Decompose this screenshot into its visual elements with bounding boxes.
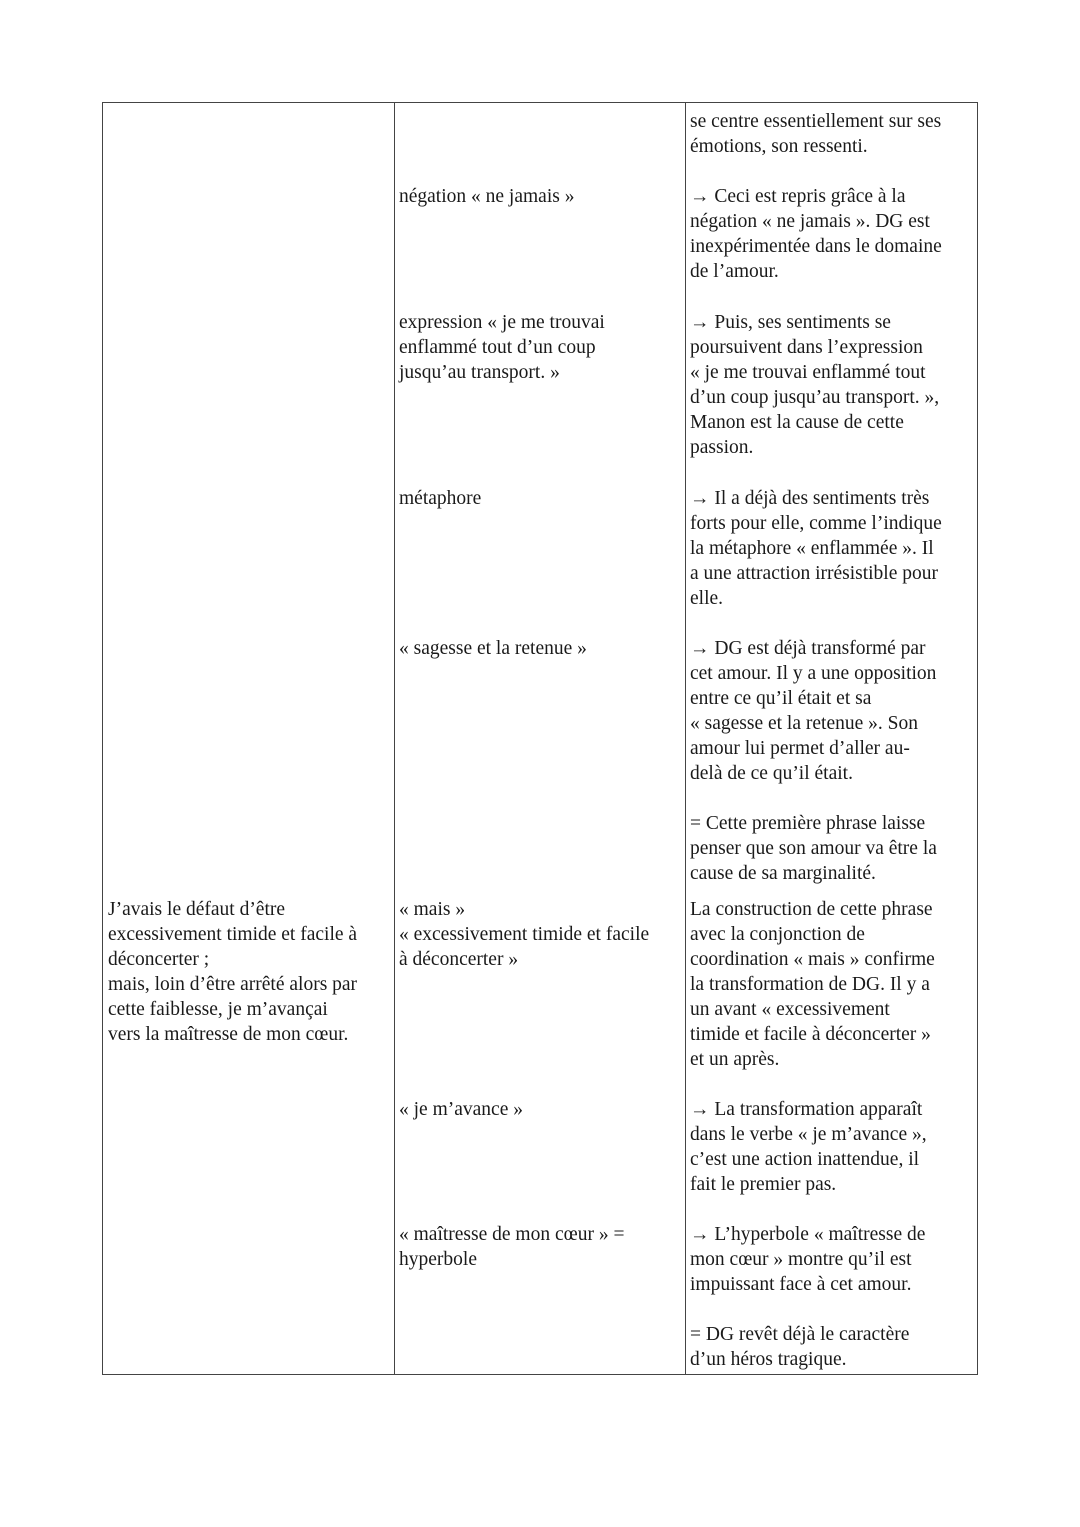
device-label: expression « je me trouvai enflammé tout d’un coup jusqu’au transport. »	[399, 312, 605, 383]
column-divider	[685, 103, 686, 1374]
device-label: « sagesse et la retenue »	[399, 638, 587, 659]
quote-text: J’avais le défaut d’être excessivement timide et facile à déconcerter ; mais, loin d’être arrêté alors par cette faiblesse, je m’avançai vers la maîtresse de mon cœur.	[108, 899, 358, 1045]
device-label: « mais » « excessivement timide et facile à déconcerter »	[399, 899, 650, 970]
interpretation-text: → Ceci est repris grâce à la négation « ne jamais ». DG est inexpérimentée dans le domaine de l’amour.	[690, 186, 942, 282]
device-label: négation « ne jamais »	[399, 186, 575, 207]
interpretation-text: → DG est déjà transformé par cet amour. Il y a une opposition entre ce qu’il était et sa « sagesse et la retenue ». Son amour lui permet d’aller au- delà de ce qu’il était.	[690, 638, 937, 784]
interpretation-text: = Cette première phrase laisse penser que son amour va être la cause de sa marginalité.	[690, 813, 937, 884]
analysis-table	[102, 102, 978, 1375]
interpretation-text: se centre essentiellement sur ses émotions, son ressenti.	[690, 111, 942, 157]
interpretation-text: → L’hyperbole « maîtresse de mon cœur » montre qu’il est impuissant face à cet amour.	[690, 1224, 926, 1295]
column-divider	[394, 103, 395, 1374]
interpretation-text: = DG revêt déjà le caractère d’un héros tragique.	[690, 1324, 910, 1370]
device-label: « je m’avance »	[399, 1099, 523, 1120]
interpretation-text: La construction de cette phrase avec la conjonction de coordination « mais » confirme la transformation de DG. Il y a un avant « excessivement timide et facile à déconcerter » et un après.	[690, 899, 935, 1070]
interpretation-text: → Puis, ses sentiments se poursuivent dans l’expression « je me trouvai enflammé tout d’un coup jusqu’au transport. », Manon est la cause de cette passion.	[690, 312, 940, 458]
interpretation-text: → La transformation apparaît dans le verbe « je m’avance », c’est une action inattendue, il fait le premier pas.	[690, 1099, 927, 1195]
interpretation-text: → Il a déjà des sentiments très forts pour elle, comme l’indique la métaphore « enflammée ». Il a une attraction irrésistible pour elle.	[690, 488, 942, 609]
device-label: métaphore	[399, 488, 482, 509]
device-label: « maîtresse de mon cœur » = hyperbole	[399, 1224, 625, 1270]
